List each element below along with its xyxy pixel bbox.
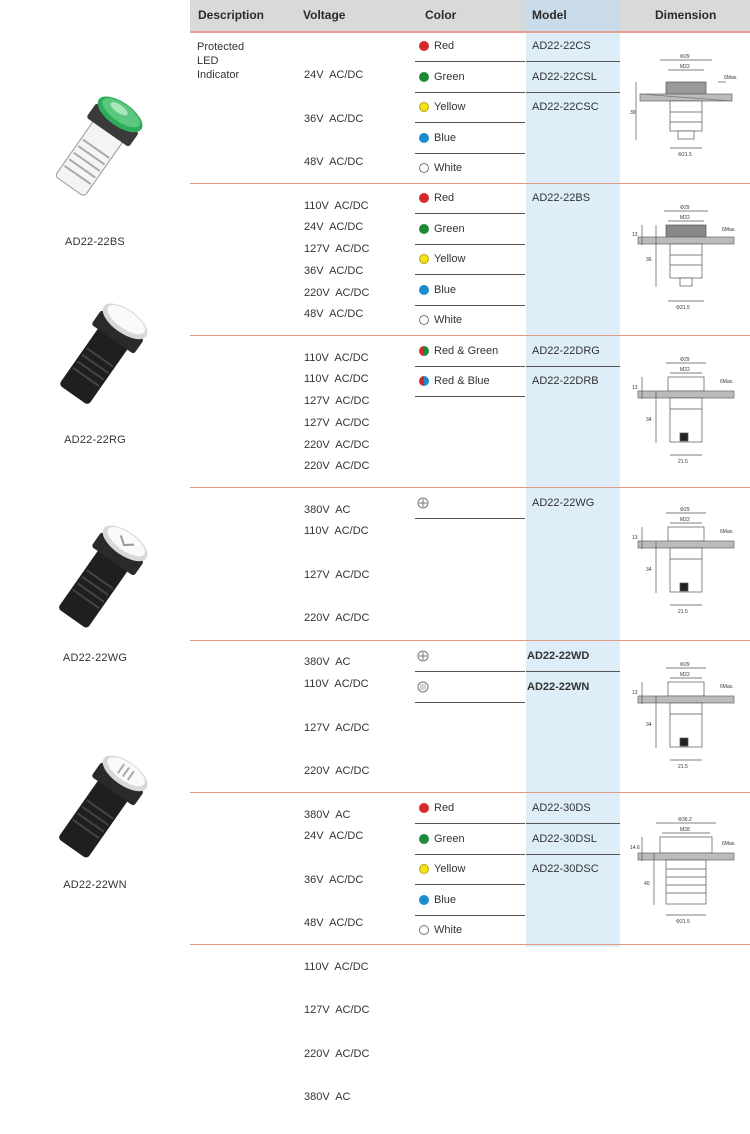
- dimension-bottom-label: Φ21.5: [676, 305, 690, 311]
- product-label: AD22-22WG: [62, 652, 128, 664]
- dimension-drawing: [630, 52, 742, 164]
- color-label: Yellow: [434, 253, 466, 265]
- voltage-line: 220V AC/DC: [304, 765, 370, 777]
- header-model: Model: [532, 8, 567, 22]
- voltage-line: 127V AC/DC: [304, 1004, 370, 1016]
- product-image-ad22-22bs: [40, 78, 160, 208]
- dimension-side-label: 6Max.: [722, 841, 736, 847]
- blue-dot-icon: [419, 285, 429, 295]
- model-code: AD22-22CSL: [532, 71, 597, 83]
- voltage-line: 127V AC/DC: [304, 243, 370, 255]
- dimension-drawing: [630, 660, 742, 772]
- model-code: AD22-30DSL: [532, 833, 597, 845]
- dimension-drawing: [630, 203, 742, 315]
- dimension-flange-label: 13: [632, 690, 638, 696]
- dimension-inner-label: M22: [680, 517, 690, 523]
- description-line: LED: [197, 55, 219, 67]
- model-code: AD22-22WD: [527, 650, 590, 662]
- color-item-red-green: [419, 344, 498, 358]
- color-item-yellow: [419, 862, 465, 876]
- description-line: Indicator: [197, 69, 240, 81]
- header-description: Description: [198, 8, 265, 22]
- product-label: AD22-22WN: [63, 879, 127, 891]
- voltage-line: 127V AC/DC: [304, 568, 370, 581]
- grid-symbol-icon: [417, 681, 429, 693]
- dimension-top-label: Φ29: [680, 54, 690, 60]
- color-label: Blue: [434, 132, 457, 144]
- red-dot-icon: [419, 41, 429, 51]
- product-images-column: [0, 0, 190, 947]
- dimension-bottom-label: 21.5: [678, 459, 688, 465]
- voltage-line: 220V AC/DC: [304, 1047, 370, 1060]
- dimension-side-label: 6Max.: [724, 75, 738, 81]
- dimension-drawing: [630, 355, 742, 467]
- dimension-inner-label: M28: [680, 827, 690, 833]
- color-item-white: [419, 161, 462, 175]
- green-dot-icon: [419, 224, 429, 234]
- group-separator: [190, 944, 750, 945]
- voltage-line: 24V AC/DC: [304, 221, 364, 233]
- color-label: Red & Blue: [434, 375, 490, 387]
- voltage-line: 220V AC/DC: [304, 438, 370, 451]
- dimension-side-label: 6Max.: [720, 379, 734, 385]
- color-item-white: [419, 313, 462, 327]
- color-item-yellow: [419, 252, 465, 266]
- color-label: Blue: [434, 284, 457, 296]
- model-code: AD22-22BS: [532, 192, 591, 204]
- green-dot-icon: [419, 72, 429, 82]
- dimension-flange-label: 14.6: [630, 845, 640, 851]
- voltage-line: 36V AC/DC: [304, 264, 364, 277]
- dimension-bottom-label: 21.5: [678, 609, 688, 615]
- dimension-inner-label: M22: [680, 367, 690, 373]
- voltage-line: 24V AC/DC: [304, 830, 364, 842]
- red-dot-icon: [419, 803, 429, 813]
- color-label: Green: [434, 223, 465, 235]
- color-label: White: [434, 924, 463, 936]
- blue-dot-icon: [419, 895, 429, 905]
- dimension-flange-label: 13: [632, 232, 638, 238]
- model-code: AD22-22DRB: [532, 375, 599, 387]
- voltage-line: 127V AC/DC: [304, 395, 370, 407]
- header-color: Color: [425, 8, 457, 22]
- color-item-symbol-wg: [417, 496, 433, 510]
- dimension-drawing: [630, 815, 742, 927]
- color-item-green: [419, 832, 465, 846]
- yellow-dot-icon: [419, 102, 429, 112]
- color-item-red-blue: [419, 374, 490, 388]
- description-line: Protected: [197, 41, 245, 53]
- dimension-bottom-label: Φ21.5: [678, 152, 692, 158]
- color-item-blue: [419, 131, 456, 145]
- dimension-height-label: 34: [646, 417, 652, 423]
- dimension-side-label: 6Max.: [720, 684, 734, 690]
- color-item-green: [419, 70, 465, 84]
- color-label: Green: [434, 71, 465, 83]
- color-label: Red: [434, 40, 455, 52]
- blue-dot-icon: [419, 133, 429, 143]
- voltage-line: 380V AC: [304, 808, 351, 821]
- color-item-red: [419, 801, 454, 815]
- group-separator: [190, 640, 750, 641]
- color-item-green: [419, 222, 465, 236]
- dimension-top-label: Φ29: [680, 662, 690, 668]
- color-item-symbol-wn: [417, 680, 433, 694]
- red-dot-icon: [419, 193, 429, 203]
- dimension-height-label: 40: [644, 881, 650, 887]
- model-code: AD22-22WN: [527, 681, 590, 693]
- product-image-ad22-22wg: [45, 505, 165, 640]
- product-image-ad22-22rg: [45, 285, 165, 415]
- voltage-line: 48V AC/DC: [304, 156, 364, 168]
- voltage-line: 220V AC/DC: [304, 286, 370, 299]
- model-code: AD22-22WG: [532, 497, 595, 509]
- color-label: Red: [434, 192, 455, 204]
- group-separator: [190, 183, 750, 184]
- dimension-bottom-label: Φ21.5: [676, 919, 690, 925]
- color-label: White: [434, 162, 463, 174]
- color-item-yellow: [419, 100, 465, 114]
- color-label: Green: [434, 833, 465, 845]
- voltage-line: 48V AC/DC: [304, 917, 364, 929]
- group-separator: [190, 792, 750, 793]
- dimension-height-label: 34: [646, 567, 652, 573]
- product-image-ad22-22wn: [45, 735, 165, 870]
- dimension-height-label: 34: [646, 722, 652, 728]
- voltage-line: 110V AC/DC: [304, 373, 369, 385]
- model-code: AD22-22DRG: [532, 345, 600, 357]
- color-item-red: [419, 39, 454, 53]
- color-label: Blue: [434, 894, 457, 906]
- model-code: AD22-30DSC: [532, 863, 599, 875]
- product-label: AD22-22BS: [65, 236, 125, 248]
- voltage-line: 110V AC/DC: [304, 960, 369, 973]
- model-code: AD22-30DS: [532, 802, 591, 814]
- voltage-cell: [304, 800, 369, 1134]
- dimension-height-label: 36: [646, 257, 652, 263]
- red-blue-dot-icon: [419, 376, 429, 386]
- voltage-line: 110V AC/DC: [304, 199, 369, 212]
- yellow-dot-icon: [419, 864, 429, 874]
- dimension-top-label: Φ29: [680, 357, 690, 363]
- group-separator: [190, 335, 750, 336]
- color-label: Red: [434, 802, 455, 814]
- cross-symbol-icon: [417, 650, 429, 662]
- dimension-drawing: [630, 505, 742, 617]
- description-cell: [197, 40, 244, 82]
- dimension-inner-label: M22: [680, 215, 690, 221]
- color-item-white: [419, 923, 462, 937]
- dimension-top-label: Φ29: [680, 205, 690, 211]
- voltage-line: 127V AC/DC: [304, 721, 370, 734]
- arrow-symbol-icon: [417, 497, 429, 509]
- dimension-inner-label: M22: [680, 64, 690, 70]
- green-dot-icon: [419, 834, 429, 844]
- voltage-line: 380V AC: [304, 655, 351, 668]
- voltage-line: 110V AC/DC: [304, 525, 369, 537]
- header-dimension: Dimension: [655, 8, 717, 22]
- voltage-line: 380V AC: [304, 503, 351, 516]
- color-label: Yellow: [434, 863, 466, 875]
- dimension-side-label: 6Max.: [722, 227, 736, 233]
- voltage-line: 380V AC: [304, 1091, 351, 1103]
- dimension-flange-label: 13: [632, 535, 638, 541]
- yellow-dot-icon: [419, 254, 429, 264]
- voltage-line: 110V AC/DC: [304, 678, 369, 690]
- product-label: AD22-22RG: [64, 434, 126, 446]
- dimension-side-label: 6Max.: [720, 529, 734, 535]
- color-item-blue: [419, 283, 456, 297]
- dimension-flange-label: 13: [632, 385, 638, 391]
- header-voltage: Voltage: [303, 8, 346, 22]
- voltage-line: 127V AC/DC: [304, 416, 370, 429]
- color-label: White: [434, 314, 463, 326]
- voltage-line: 48V AC/DC: [304, 308, 364, 320]
- dimension-top-label: Φ36.2: [678, 817, 692, 823]
- dimension-top-label: Φ29: [680, 507, 690, 513]
- voltage-line: 36V AC/DC: [304, 873, 364, 886]
- dimension-bottom-label: 21.5: [678, 764, 688, 770]
- red-green-dot-icon: [419, 346, 429, 356]
- color-item-symbol-wd: [417, 649, 433, 663]
- voltage-line: 220V AC/DC: [304, 612, 370, 624]
- model-code: AD22-22CSC: [532, 101, 599, 113]
- color-item-blue: [419, 893, 456, 907]
- color-item-red: [419, 191, 454, 205]
- white-dot-icon: [419, 163, 429, 173]
- voltage-line: 24V AC/DC: [304, 69, 364, 81]
- color-label: Yellow: [434, 101, 466, 113]
- voltage-line: 36V AC/DC: [304, 112, 364, 125]
- white-dot-icon: [419, 925, 429, 935]
- voltage-line: 220V AC/DC: [304, 460, 370, 472]
- dimension-height-label: 39: [630, 110, 636, 116]
- table-header: [190, 0, 750, 31]
- color-label: Red & Green: [434, 345, 499, 357]
- header-underline: [190, 31, 750, 33]
- model-code: AD22-22CS: [532, 40, 591, 52]
- white-dot-icon: [419, 315, 429, 325]
- dimension-inner-label: M22: [680, 672, 690, 678]
- group-separator: [190, 487, 750, 488]
- spec-table: [190, 0, 750, 1103]
- voltage-line: 110V AC/DC: [304, 351, 369, 364]
